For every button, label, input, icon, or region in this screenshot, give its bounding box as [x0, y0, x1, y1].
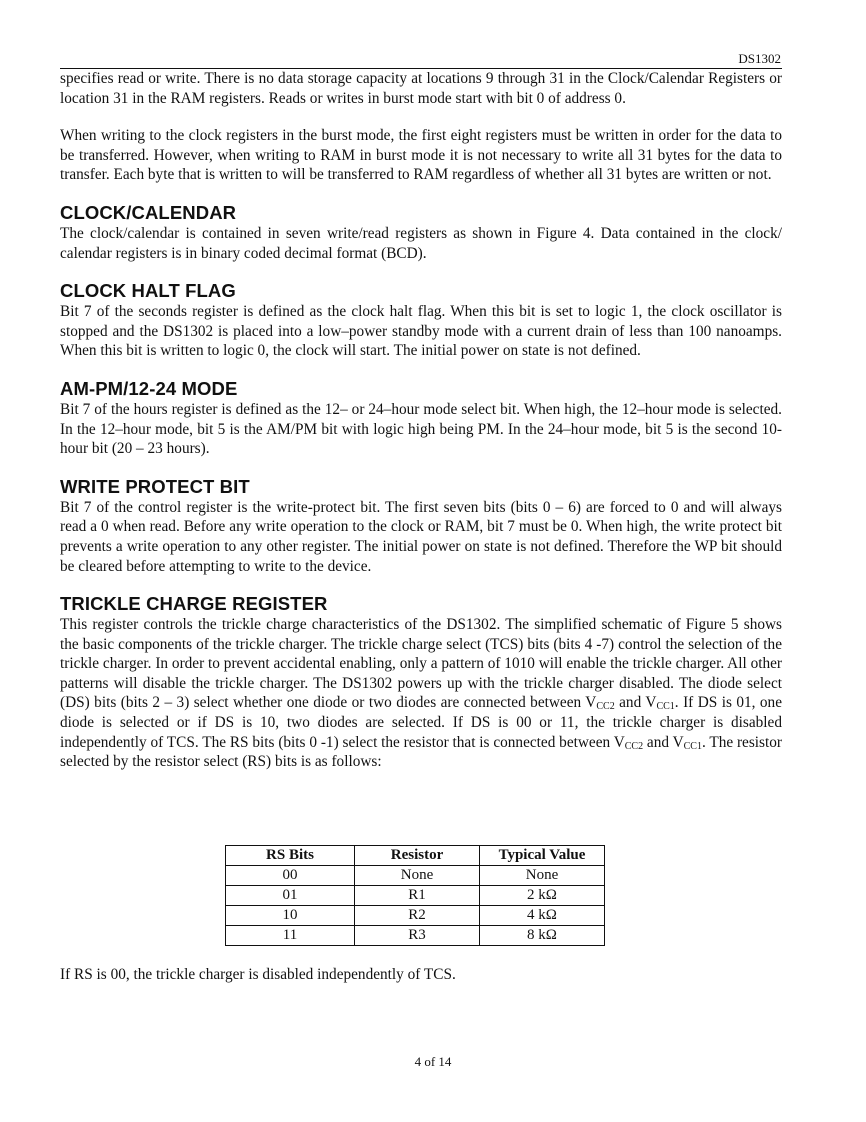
section-heading: WRITE PROTECT BIT — [60, 475, 250, 497]
section-clock-halt-flag — [60, 280, 782, 361]
section-body: Bit 7 of the control register is the write-protect bit. The first seven bits (bits 0 – 6) are forced to 0 and will always read a 0 when read. Before any write operation to the clock or RAM, bit 7 must be 0. When high, the write protect bit prevents a write operation to any other register. The initial power on state is not defined. Therefore the WP bit should be cleared before attempting to write to the device. — [60, 498, 782, 575]
section-heading: AM-PM/12-24 MODE — [60, 377, 238, 399]
page-number: 4 of 14 — [414, 1054, 452, 1069]
section-heading: TRICKLE CHARGE REGISTER — [60, 593, 328, 615]
table-cell: 01 — [226, 886, 355, 906]
table-cell: 2 kΩ — [480, 886, 605, 906]
section-body: Bit 7 of the hours register is defined as the 12– or 24–hour mode select bit. When high, the 12–hour mode is selected. In the 12–hour mode, bit 5 is the AM/PM bit with logic high being PM. In the 24–hour mode, bit 5 is the second 10-hour bit (20 – 23 hours). — [60, 400, 782, 458]
section-body: Bit 7 of the seconds register is defined as the clock halt flag. When this bit is set to logic 1, the clock oscillator is stopped and the DS1302 is placed into a low–power standby mode with a current drain of less than 100 nanoamps. When this bit is written to logic 0, the clock will start. The initial power on state is not defined. — [60, 303, 782, 360]
column-header-resistor: Resistor — [355, 846, 480, 866]
subscript-cc2: CC2 — [596, 701, 615, 713]
table-cell: R1 — [355, 886, 480, 906]
body-text: and V — [614, 694, 657, 712]
post-table-note: If RS is 00, the trickle charger is disabled independently of TCS. — [60, 966, 456, 983]
body-text: This register controls the trickle charge characteristics of the DS1302. The simplified schematic of Figure 5 shows the basic components of the trickle charger. The trickle charge select (TCS) bits (bits 4 -7) control the selection of the trickle charger. In order to prevent accidental enabling, only a pattern of 1010 will enable the trickle charger. All other patterns will disable the trickle charger. The DS1302 powers up with the trickle charger disabled. The diode select (DS) bits (bits 2 – 3) select whether one diode or two diodes are connected between V — [60, 616, 782, 712]
intro-paragraph-2: When writing to the clock registers in the burst mode, the first eight registers must be written in order for the data to be transferred. However, when writing to RAM in burst mode it is not necessary to write all 31 bytes for the data to transfer. Each byte that is written to will be transferred to RAM regardless of whether all 31 bytes are written or not. — [60, 127, 782, 184]
table-cell: 10 — [226, 906, 355, 926]
body-text: . The resistor selected by the resistor select (RS) bits is as follows: — [60, 733, 782, 771]
section-write-protect — [60, 476, 782, 576]
column-header-typical-value: Typical Value — [480, 846, 605, 866]
table-cell: 11 — [226, 926, 355, 946]
section-am-pm-mode — [60, 378, 782, 459]
table-cell: 00 — [226, 866, 355, 886]
intro-paragraph-1: specifies read or write. There is no data storage capacity at locations 9 through 31 in the Clock/Calendar Registers or location 31 in the RAM registers. Reads or writes in burst mode start with bit 0 of address 0. — [60, 70, 782, 107]
table-cell: None — [355, 866, 480, 886]
table-row — [226, 906, 605, 926]
body-text: . If DS is 01, one diode is selected or if DS is 10, two diodes are selected. If DS is 00 or 11, the trickle charger is disabled independently of TCS. The RS bits (bits 0 -1) select the resistor that is connected between V — [60, 694, 782, 751]
table-cell: 8 kΩ — [480, 926, 605, 946]
subscript-cc1: CC1 — [683, 740, 702, 752]
table-row — [226, 866, 605, 886]
subscript-cc2: CC2 — [624, 740, 644, 752]
column-header-rs-bits: RS Bits — [226, 846, 355, 866]
section-body — [60, 615, 782, 772]
section-body: The clock/calendar is contained in seven write/read registers as shown in Figure 4. Data contained in the clock/ calendar registers is in binary coded decimal format (BCD). — [60, 224, 782, 262]
table-header-row — [226, 846, 605, 866]
page-content — [60, 69, 782, 772]
section-trickle-charge — [60, 593, 782, 772]
table-row — [226, 926, 605, 946]
subscript-cc1: CC1 — [656, 701, 675, 713]
rs-bits-table — [225, 845, 605, 946]
body-text: and V — [643, 733, 684, 751]
table-row — [226, 886, 605, 906]
section-heading: CLOCK HALT FLAG — [60, 280, 236, 302]
table-cell: None — [480, 866, 605, 886]
section-clock-calendar — [60, 202, 782, 263]
document-id: DS1302 — [738, 51, 781, 66]
table-cell: 4 kΩ — [480, 906, 605, 926]
table-cell: R3 — [355, 926, 480, 946]
section-heading: CLOCK/CALENDAR — [60, 201, 237, 223]
table-cell: R2 — [355, 906, 480, 926]
